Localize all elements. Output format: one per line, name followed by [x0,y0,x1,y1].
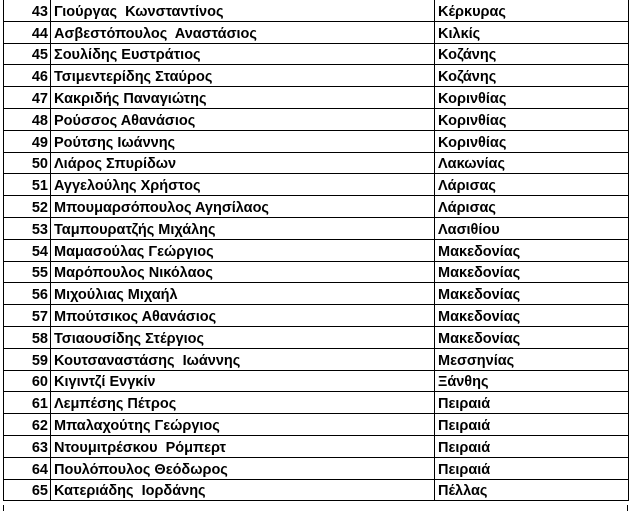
name-cell[interactable]: Σουλίδης Ευστράτιος [51,43,435,65]
table-row [4,196,629,218]
row-number-cell[interactable]: 48 [4,108,51,130]
table-row [4,108,629,130]
row-number-cell[interactable]: 46 [4,65,51,87]
name-cell[interactable]: Κιγιντζί Ενγκίν [51,370,435,392]
name-cell[interactable]: Τσιμεντερίδης Σταύρος [51,65,435,87]
row-number-cell[interactable]: 45 [4,43,51,65]
name-cell[interactable]: Ταμπουρατζής Μιχάλης [51,217,435,239]
prefecture-cell[interactable]: Μεσσηνίας [435,348,629,370]
table-row [4,21,629,43]
prefecture-cell[interactable]: Λακωνίας [435,152,629,174]
table-row [4,479,629,501]
row-number-cell[interactable]: 44 [4,21,51,43]
row-number-cell[interactable]: 60 [4,370,51,392]
table-row [4,239,629,261]
table-body [4,0,629,501]
row-number-cell[interactable]: 57 [4,305,51,327]
spreadsheet-table-container [3,0,628,501]
table-row [4,435,629,457]
row-number-cell[interactable]: 43 [4,0,51,21]
prefecture-cell[interactable]: Μακεδονίας [435,283,629,305]
row-number-cell[interactable]: 49 [4,130,51,152]
row-number-cell[interactable]: 55 [4,261,51,283]
row-number-cell[interactable]: 52 [4,196,51,218]
table-row [4,348,629,370]
row-number-cell[interactable]: 63 [4,435,51,457]
table-row [4,414,629,436]
name-cell[interactable]: Ντουμιτρέσκου Ρόμπερτ [51,435,435,457]
name-cell[interactable]: Λιάρος Σπυρίδων [51,152,435,174]
prefecture-cell[interactable]: Πειραιά [435,435,629,457]
table-row [4,65,629,87]
table-row [4,261,629,283]
spreadsheet-table [3,0,629,501]
table-row [4,130,629,152]
prefecture-cell[interactable]: Κοζάνης [435,65,629,87]
name-cell[interactable]: Μαρόπουλος Νικόλαος [51,261,435,283]
prefecture-cell[interactable]: Κέρκυρας [435,0,629,21]
table-row [4,174,629,196]
table-row [4,305,629,327]
name-cell[interactable]: Τσιαουσίδης Στέργιος [51,326,435,348]
name-cell[interactable]: Γιούργας Κωνσταντίνος [51,0,435,21]
prefecture-cell[interactable]: Πειραιά [435,414,629,436]
prefecture-cell[interactable]: Κορινθίας [435,130,629,152]
table-row [4,326,629,348]
prefecture-cell[interactable]: Μακεδονίας [435,261,629,283]
row-number-cell[interactable]: 64 [4,457,51,479]
prefecture-cell[interactable]: Πειραιά [435,392,629,414]
prefecture-cell[interactable]: Λάρισας [435,196,629,218]
prefecture-cell[interactable]: Πέλλας [435,479,629,501]
table-row [4,152,629,174]
name-cell[interactable]: Πουλόπουλος Θεόδωρος [51,457,435,479]
table-row [4,217,629,239]
row-number-cell[interactable]: 47 [4,87,51,109]
table-row [4,283,629,305]
name-cell[interactable]: Μπαλαχούτης Γεώργιος [51,414,435,436]
row-number-cell[interactable]: 54 [4,239,51,261]
row-number-cell[interactable]: 56 [4,283,51,305]
prefecture-cell[interactable]: Μακεδονίας [435,326,629,348]
row-number-cell[interactable]: 62 [4,414,51,436]
prefecture-cell[interactable]: Ξάνθης [435,370,629,392]
name-cell[interactable]: Μπουμαρσόπουλος Αγησίλαος [51,196,435,218]
prefecture-cell[interactable]: Κοζάνης [435,43,629,65]
name-cell[interactable]: Μπούτσικος Αθανάσιος [51,305,435,327]
row-number-cell[interactable]: 50 [4,152,51,174]
table-row [4,43,629,65]
row-number-cell[interactable]: 53 [4,217,51,239]
name-cell[interactable]: Κατεριάδης Ιορδάνης [51,479,435,501]
prefecture-cell[interactable]: Μακεδονίας [435,305,629,327]
name-cell[interactable]: Ρούτσης Ιωάννης [51,130,435,152]
table-row [4,392,629,414]
row-number-cell[interactable]: 51 [4,174,51,196]
table-row [4,87,629,109]
prefecture-cell[interactable]: Μακεδονίας [435,239,629,261]
prefecture-cell[interactable]: Λασιθίου [435,217,629,239]
prefecture-cell[interactable]: Κορινθίας [435,87,629,109]
table-row [4,457,629,479]
row-number-cell[interactable]: 65 [4,479,51,501]
name-cell[interactable]: Λεμπέσης Πέτρος [51,392,435,414]
name-cell[interactable]: Μιχούλιας Μιχαήλ [51,283,435,305]
prefecture-cell[interactable]: Κιλκίς [435,21,629,43]
name-cell[interactable]: Μαμασούλας Γεώργιος [51,239,435,261]
prefecture-cell[interactable]: Πειραιά [435,457,629,479]
name-cell[interactable]: Κουτσαναστάσης Ιωάννης [51,348,435,370]
name-cell[interactable]: Κακριδής Παναγιώτης [51,87,435,109]
name-cell[interactable]: Ρούσσος Αθανάσιος [51,108,435,130]
table-row [4,0,629,21]
row-number-cell[interactable]: 58 [4,326,51,348]
name-cell[interactable]: Αγγελούλης Χρήστος [51,174,435,196]
next-row-border [3,505,628,511]
prefecture-cell[interactable]: Κορινθίας [435,108,629,130]
row-number-cell[interactable]: 59 [4,348,51,370]
name-cell[interactable]: Ασβεστόπουλος Αναστάσιος [51,21,435,43]
prefecture-cell[interactable]: Λάρισας [435,174,629,196]
row-number-cell[interactable]: 61 [4,392,51,414]
table-row [4,370,629,392]
